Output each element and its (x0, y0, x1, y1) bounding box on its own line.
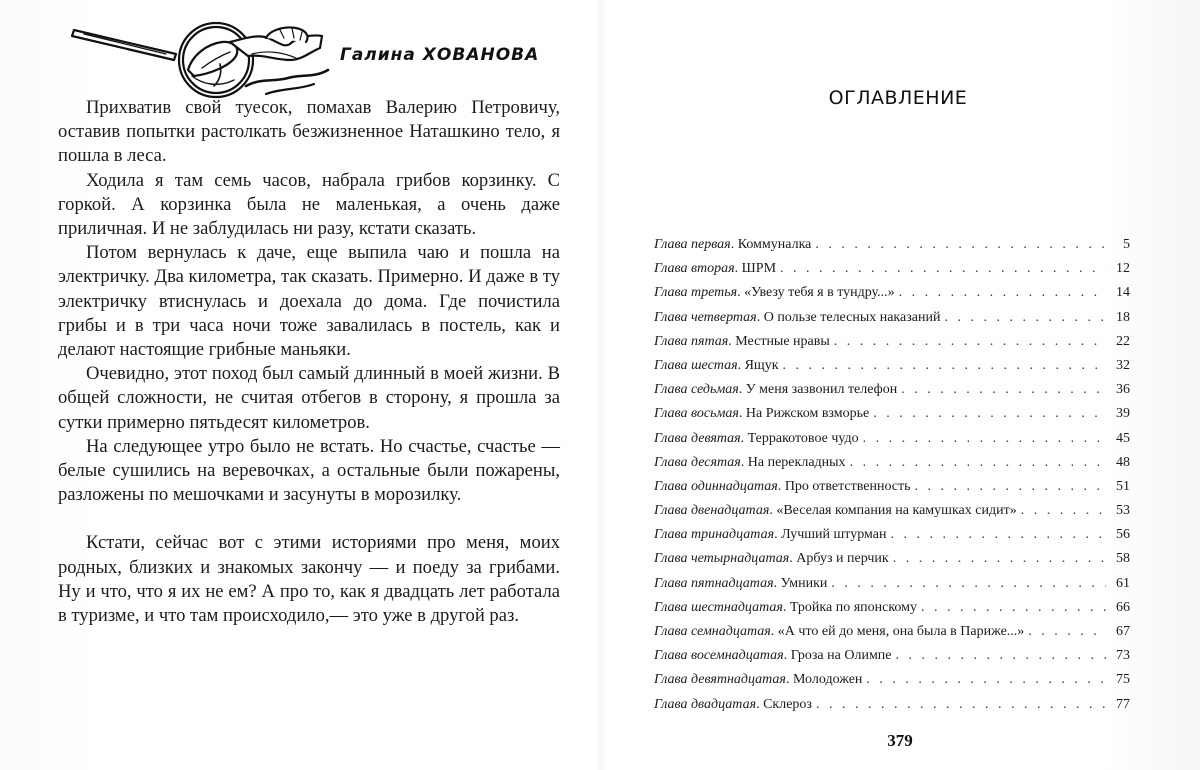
toc-chapter-number: Глава девятнадцатая (654, 672, 786, 688)
toc-chapter-title: Молодожен (792, 672, 863, 688)
dot-leader (901, 378, 1106, 402)
toc-chapter-title: Гроза на Олимпе (790, 648, 892, 664)
toc-chapter-title: ШРМ (741, 261, 777, 277)
toc-chapter-title: Ящук (744, 357, 779, 373)
toc-page-number: 36 (1116, 382, 1130, 398)
toc-page-number: 51 (1116, 478, 1130, 494)
toc-chapter-number: Глава седьмая (654, 382, 739, 398)
dot-leader (915, 475, 1106, 499)
toc-chapter-title: Склероз (763, 696, 812, 712)
toc-entry: Глава тринадцатая. Лучший штурман . . . 56 (654, 523, 1130, 547)
toc-entry: Глава вторая. ШРМ . . . 12 (654, 257, 1130, 281)
toc-entry: Глава девятая. Терракотовое чудо . . . 45 (654, 427, 1130, 451)
toc-chapter-number: Глава пятая (654, 333, 729, 349)
toc-chapter-number: Глава пятнадцатая (654, 575, 774, 591)
author-name: Галина ХОВАНОВА (340, 45, 540, 65)
toc-entry: Глава десятая. На перекладных . . . 48 (654, 451, 1130, 475)
toc-chapter-title: Умники (780, 575, 828, 591)
toc-entry: Глава третья. «Увезу тебя я в тундру...» . . . 14 (654, 281, 1130, 305)
toc-entry: Глава девятнадцатая. Молодожен . . . 75 (654, 668, 1130, 692)
table-of-contents (654, 233, 1130, 717)
dot-leader (896, 644, 1106, 668)
paragraph: Очевидно, этот поход был самый длинный в моей жизни. В общей сложности, не считая отбегов в сторону, я прошла за сутки примерно пятьдесят километров. (58, 363, 560, 433)
toc-entry: Глава семнадцатая. «А что ей до меня, она была в Париже...» . . . 67 (654, 620, 1130, 644)
toc-chapter-number: Глава четвертая (654, 309, 757, 325)
paragraph: Кстати, сейчас вот с этими историями про меня, моих родных, близких и знакомых закончу — и поеду за грибами. Ну и что, что я их не ем? А про то, как я двадцать лет работала в туризме, и что там происходило,— это уже в другой раз. (58, 532, 560, 627)
toc-page-number: 14 (1116, 285, 1130, 301)
toc-chapter-number: Глава шестая (654, 357, 738, 373)
toc-page-number: 56 (1116, 527, 1130, 543)
toc-page-number: 53 (1116, 503, 1130, 519)
toc-entry: Глава шестнадцатая. Тройка по японскому . . . 66 (654, 596, 1130, 620)
toc-page-number: 45 (1116, 430, 1130, 446)
dot-leader (780, 257, 1106, 281)
dot-leader (899, 281, 1106, 305)
toc-page-number: 67 (1116, 624, 1130, 639)
toc-chapter-title: Про ответственность (784, 478, 911, 494)
dot-leader (831, 572, 1106, 596)
toc-chapter-title: Лучший штурман (781, 527, 887, 543)
toc-chapter-number: Глава семнадцатая (654, 624, 771, 639)
toc-chapter-title: Арбуз и перчик (796, 551, 889, 567)
toc-page-number: 32 (1116, 357, 1130, 373)
toc-chapter-title: «А что ей до меня, она была в Париже...» (777, 624, 1025, 639)
toc-chapter-number: Глава десятая (654, 454, 741, 470)
dot-leader (893, 547, 1106, 571)
dot-leader (816, 693, 1106, 717)
toc-chapter-title: «Увезу тебя я в тундру...» (744, 285, 895, 301)
toc-chapter-number: Глава шестнадцатая (654, 599, 783, 615)
toc-entry: Глава двадцатая. Склероз . . . 77 (654, 693, 1130, 717)
toc-page-number: 48 (1116, 454, 1130, 470)
toc-heading: ОГЛАВЛЕНИЕ (828, 87, 968, 109)
toc-entry: Глава одиннадцатая. Про ответственность . . . 51 (654, 475, 1130, 499)
toc-chapter-number: Глава тринадцатая (654, 527, 775, 543)
toc-chapter-title: На перекладных (747, 454, 846, 470)
toc-chapter-title: Терракотовое чудо (747, 430, 859, 446)
dot-leader (834, 330, 1106, 354)
toc-entry: Глава восьмая. На Рижском взморье . . . 39 (654, 402, 1130, 426)
toc-chapter-number: Глава восьмая (654, 406, 739, 422)
dot-leader (944, 306, 1106, 330)
toc-page-number: 73 (1116, 648, 1130, 664)
dot-leader (866, 668, 1106, 692)
toc-page-number: 5 (1123, 237, 1130, 252)
toc-entry: Глава четвертая. О пользе телесных наказаний . . . 18 (654, 306, 1130, 330)
dot-leader (921, 596, 1106, 620)
dot-leader (815, 233, 1106, 257)
toc-chapter-number: Глава четырнадцатая (654, 551, 790, 567)
toc-chapter-number: Глава одиннадцатая (654, 478, 778, 494)
toc-entry: Глава пятая. Местные нравы . . . 22 (654, 330, 1130, 354)
toc-page-number: 22 (1116, 333, 1130, 349)
toc-entry: Глава седьмая. У меня зазвонил телефон . . . 36 (654, 378, 1130, 402)
toc-chapter-number: Глава девятая (654, 430, 741, 446)
paragraph: Прихватив свой туесок, помахав Валерию Петровичу, оставив попытки растолкать безжизненное Наташкино тело, я пошла в леса. (58, 97, 560, 167)
toc-chapter-number: Глава двадцатая (654, 696, 757, 712)
left-page-text (58, 96, 560, 628)
toc-page-number: 39 (1116, 406, 1130, 422)
toc-chapter-number: Глава вторая (654, 261, 735, 277)
dot-leader (1021, 499, 1106, 523)
toc-page-number: 58 (1116, 551, 1130, 567)
toc-page-number: 61 (1116, 575, 1130, 591)
toc-page-number: 66 (1116, 599, 1130, 615)
toc-page-number: 12 (1116, 261, 1130, 277)
paragraph: Потом вернулась к даче, еще выпила чаю и пошла на электричку. Два километра, так сказать. Примерно. И даже в ту электричку втиснулась и доехала до дома. Где почистила грибы и в три часа ночи тоже завалилась в постель, как и делают настоящие грибные маньяки. (58, 242, 560, 361)
toc-entry: Глава шестая. Ящук . . . 32 (654, 354, 1130, 378)
toc-chapter-number: Глава восемнадцатая (654, 648, 784, 664)
dot-leader (1028, 620, 1106, 644)
dot-leader (891, 523, 1106, 547)
toc-entry: Глава первая. Коммуналка . . . 5 (654, 233, 1130, 257)
toc-chapter-title: Местные нравы (735, 333, 830, 349)
magnifier-mushroom-illustration (70, 8, 330, 104)
toc-entry: Глава восемнадцатая. Гроза на Олимпе . . . 73 (654, 644, 1130, 668)
dot-leader (783, 354, 1107, 378)
toc-chapter-number: Глава двенадцатая (654, 503, 770, 519)
toc-page-number: 75 (1116, 672, 1130, 688)
dot-leader (850, 451, 1106, 475)
paragraph: На следующее утро было не встать. Но счастье, счастье — белые сушились на веревочках, а остальные были пожарены, разложены по мешочками и засунуты в морозилку. (58, 435, 560, 506)
dot-leader (863, 427, 1106, 451)
toc-chapter-title: Тройка по японскому (789, 599, 918, 615)
toc-chapter-title: Коммуналка (737, 237, 812, 252)
toc-entry: Глава двенадцатая. «Веселая компания на камушках сидит» . . . 53 (654, 499, 1130, 523)
toc-chapter-number: Глава третья (654, 285, 738, 301)
dot-leader (873, 402, 1106, 426)
paragraph: Ходила я там семь часов, набрала грибов корзинку. С горкой. А корзинка была не маленькая, а очень даже приличная. И не заблудилась ни разу, кстати сказать. (58, 169, 560, 240)
toc-chapter-number: Глава первая (654, 237, 731, 252)
toc-chapter-title: На Рижском взморье (745, 406, 870, 422)
book-gutter (596, 0, 606, 770)
toc-entry: Глава пятнадцатая. Умники . . . 61 (654, 572, 1130, 596)
page-number: 379 (887, 731, 913, 750)
toc-page-number: 18 (1116, 309, 1130, 325)
toc-chapter-title: У меня зазвонил телефон (745, 382, 898, 398)
toc-chapter-title: О пользе телесных наказаний (763, 309, 941, 325)
toc-chapter-title: «Веселая компания на камушках сидит» (776, 503, 1017, 519)
toc-entry: Глава четырнадцатая. Арбуз и перчик . . . 58 (654, 547, 1130, 571)
toc-page-number: 77 (1116, 696, 1130, 712)
